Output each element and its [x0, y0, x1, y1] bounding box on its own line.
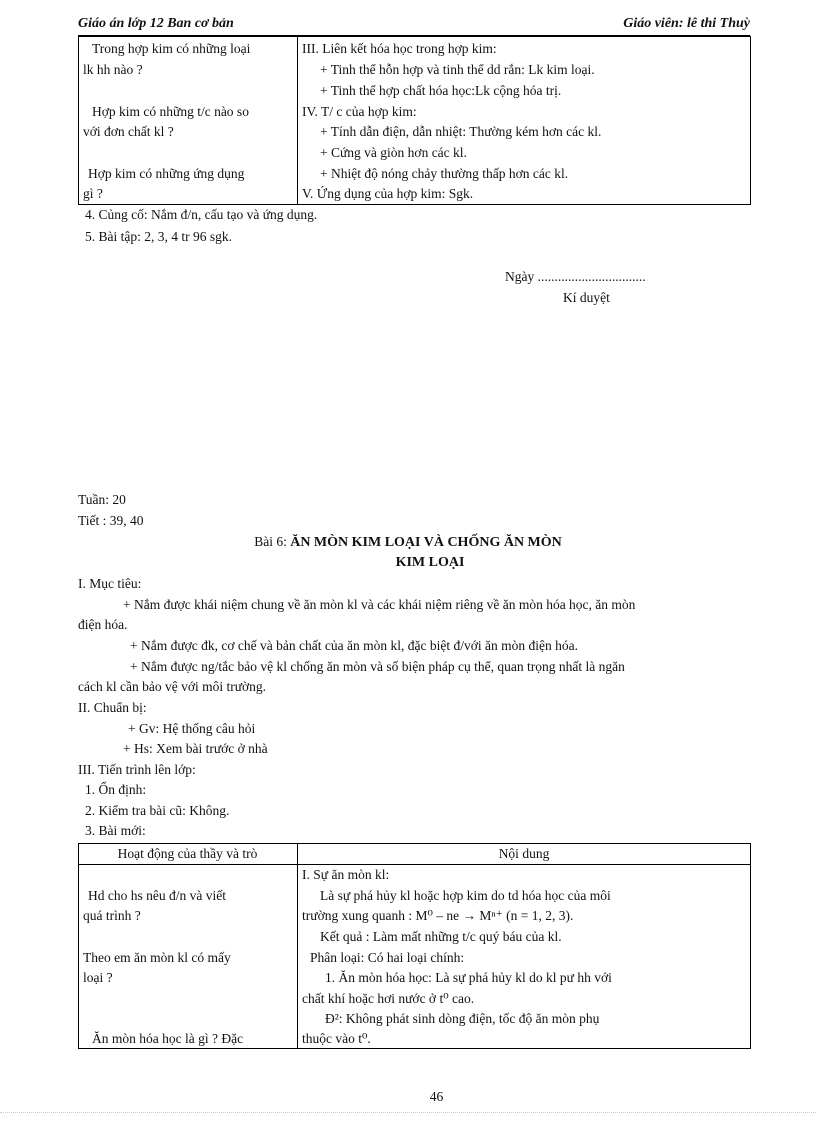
- table2-right-line: I. Sự ăn mòn kl:: [302, 867, 390, 882]
- step-3: 3. Bài mới:: [85, 823, 146, 838]
- table1-left-line: Hợp kim có những t/c nào so: [92, 104, 249, 119]
- table1-left-line: Trong hợp kim có những loại: [92, 41, 251, 56]
- lesson-title-line2: KIM LOẠI: [395, 555, 465, 570]
- table2-right-line: Đ²: Không phát sinh dòng điện, tốc độ ăn mòn phụ: [325, 1011, 600, 1026]
- page-header: [78, 16, 750, 36]
- table2-col2-header: Nội dung: [498, 846, 550, 861]
- table2-left-line: Ăn mòn hóa học là gì ? Đặc: [92, 1031, 244, 1046]
- lesson-title: [0, 534, 816, 551]
- consolidation-text: 4. Củng cố: Nắm đ/n, cấu tạo và ứng dụng.: [85, 207, 318, 222]
- table1-right-line: V. Ứng dụng của hợp kim: Sgk.: [302, 186, 474, 201]
- header-right: Giáo viên: lê thi Thuỳ: [623, 16, 750, 31]
- table1-left-line: Hợp kim có những ứng dụng: [88, 166, 245, 181]
- table2-left-line: quá trình ?: [83, 908, 141, 923]
- lesson-title-prefix: Bài 6:: [254, 534, 291, 549]
- objectives-heading: I. Mục tiêu:: [78, 576, 142, 591]
- table2-right-line: 1. Ăn mòn hóa học: Là sự phá hủy kl do kl pư hh với: [325, 970, 612, 985]
- table1-left-line: lk hh nào ?: [83, 62, 143, 77]
- table1-right-line: IV. T/ c của hợp kim:: [302, 104, 417, 119]
- table2-left-line: Hd cho hs nêu đ/n và viết: [88, 888, 226, 903]
- table2-right-line: Kết quả : Làm mất những t/c quý báu của kl.: [320, 929, 562, 944]
- step-1: 1. Ổn định:: [85, 782, 147, 797]
- objective-3b: cách kl cần bảo vệ với môi trường.: [78, 679, 267, 694]
- table1-right-line: + Tinh thể hợp chất hóa học:Lk cộng hóa trị.: [320, 83, 562, 98]
- objective-1a: + Nắm được khái niệm chung về ăn mòn kl và các khái niệm riêng về ăn mòn hóa học, ăn mòn: [123, 597, 636, 612]
- table1-right-line: + Cứng và giòn hơn các kl.: [320, 145, 467, 160]
- table2-right-line: Là sự phá hủy kl hoặc hợp kim do td hóa học của môi: [320, 888, 611, 903]
- period-label: Tiết : 39, 40: [78, 513, 144, 528]
- prep-teacher: + Gv: Hệ thống câu hỏi: [128, 721, 256, 736]
- lesson-table-header-rule: [78, 864, 751, 865]
- lesson-table-divider: [297, 843, 298, 1049]
- table1-right-line: + Tinh thể hỗn hợp và tinh thể dd rắn: Lk kim loại.: [320, 62, 595, 77]
- prep-heading: II. Chuẩn bị:: [78, 700, 147, 715]
- table1-left-line: gì ?: [83, 186, 103, 201]
- table2-right-line: chất khí hoặc hơi nước ở t⁰ cao.: [302, 991, 475, 1006]
- table1-right-line: + Nhiệt độ nóng chảy thường thấp hơn các kl.: [320, 166, 569, 181]
- prep-student: + Hs: Xem bài trước ở nhà: [123, 741, 268, 756]
- table1-right-line: III. Liên kết hóa học trong hợp kim:: [302, 41, 497, 56]
- table2-left-line: loại ?: [83, 970, 113, 985]
- approval-label: Kí duyệt: [563, 290, 610, 305]
- process-heading: III. Tiến trình lên lớp:: [78, 762, 196, 777]
- approval-date: Ngày ................................: [505, 269, 646, 284]
- lesson-title-main: ĂN MÒN KIM LOẠI VÀ CHỐNG ĂN MÒN: [290, 535, 562, 550]
- week-label: Tuần: 20: [78, 492, 126, 507]
- homework-text: 5. Bài tập: 2, 3, 4 tr 96 sgk.: [85, 229, 232, 244]
- table1-right-line: + Tính dẫn điện, dẫn nhiệt: Thường kém hơn các kl.: [320, 124, 602, 139]
- objective-2: + Nắm được đk, cơ chế và bản chất của ăn mòn kl, đặc biệt đ/với ăn mòn điện hóa.: [130, 638, 578, 653]
- table1-left-line: với đơn chất kl ?: [83, 124, 174, 139]
- objective-3a: + Nắm được ng/tắc bảo vệ kl chống ăn mòn và số biện pháp cụ thể, quan trọng nhất là ngăn: [130, 659, 625, 674]
- step-2: 2. Kiểm tra bài cũ: Không.: [85, 803, 230, 818]
- header-left: Giáo án lớp 12 Ban cơ bản: [78, 16, 234, 31]
- table2-right-line: trường xung quanh : M⁰ – ne → Mⁿ⁺ (n = 1, 2, 3).: [302, 908, 574, 923]
- page-number: 46: [429, 1089, 444, 1104]
- footer-rule: [0, 1112, 816, 1113]
- table2-right-line: Phân loại: Có hai loại chính:: [310, 950, 465, 965]
- table2-right-line: thuộc vào t⁰.: [302, 1031, 371, 1046]
- alloy-table-divider: [297, 36, 298, 205]
- objective-1b: điện hóa.: [78, 617, 128, 632]
- table2-left-line: Theo em ăn mòn kl có mấy: [83, 950, 231, 965]
- table2-col1-header: Hoạt động của thầy và trò: [117, 846, 258, 861]
